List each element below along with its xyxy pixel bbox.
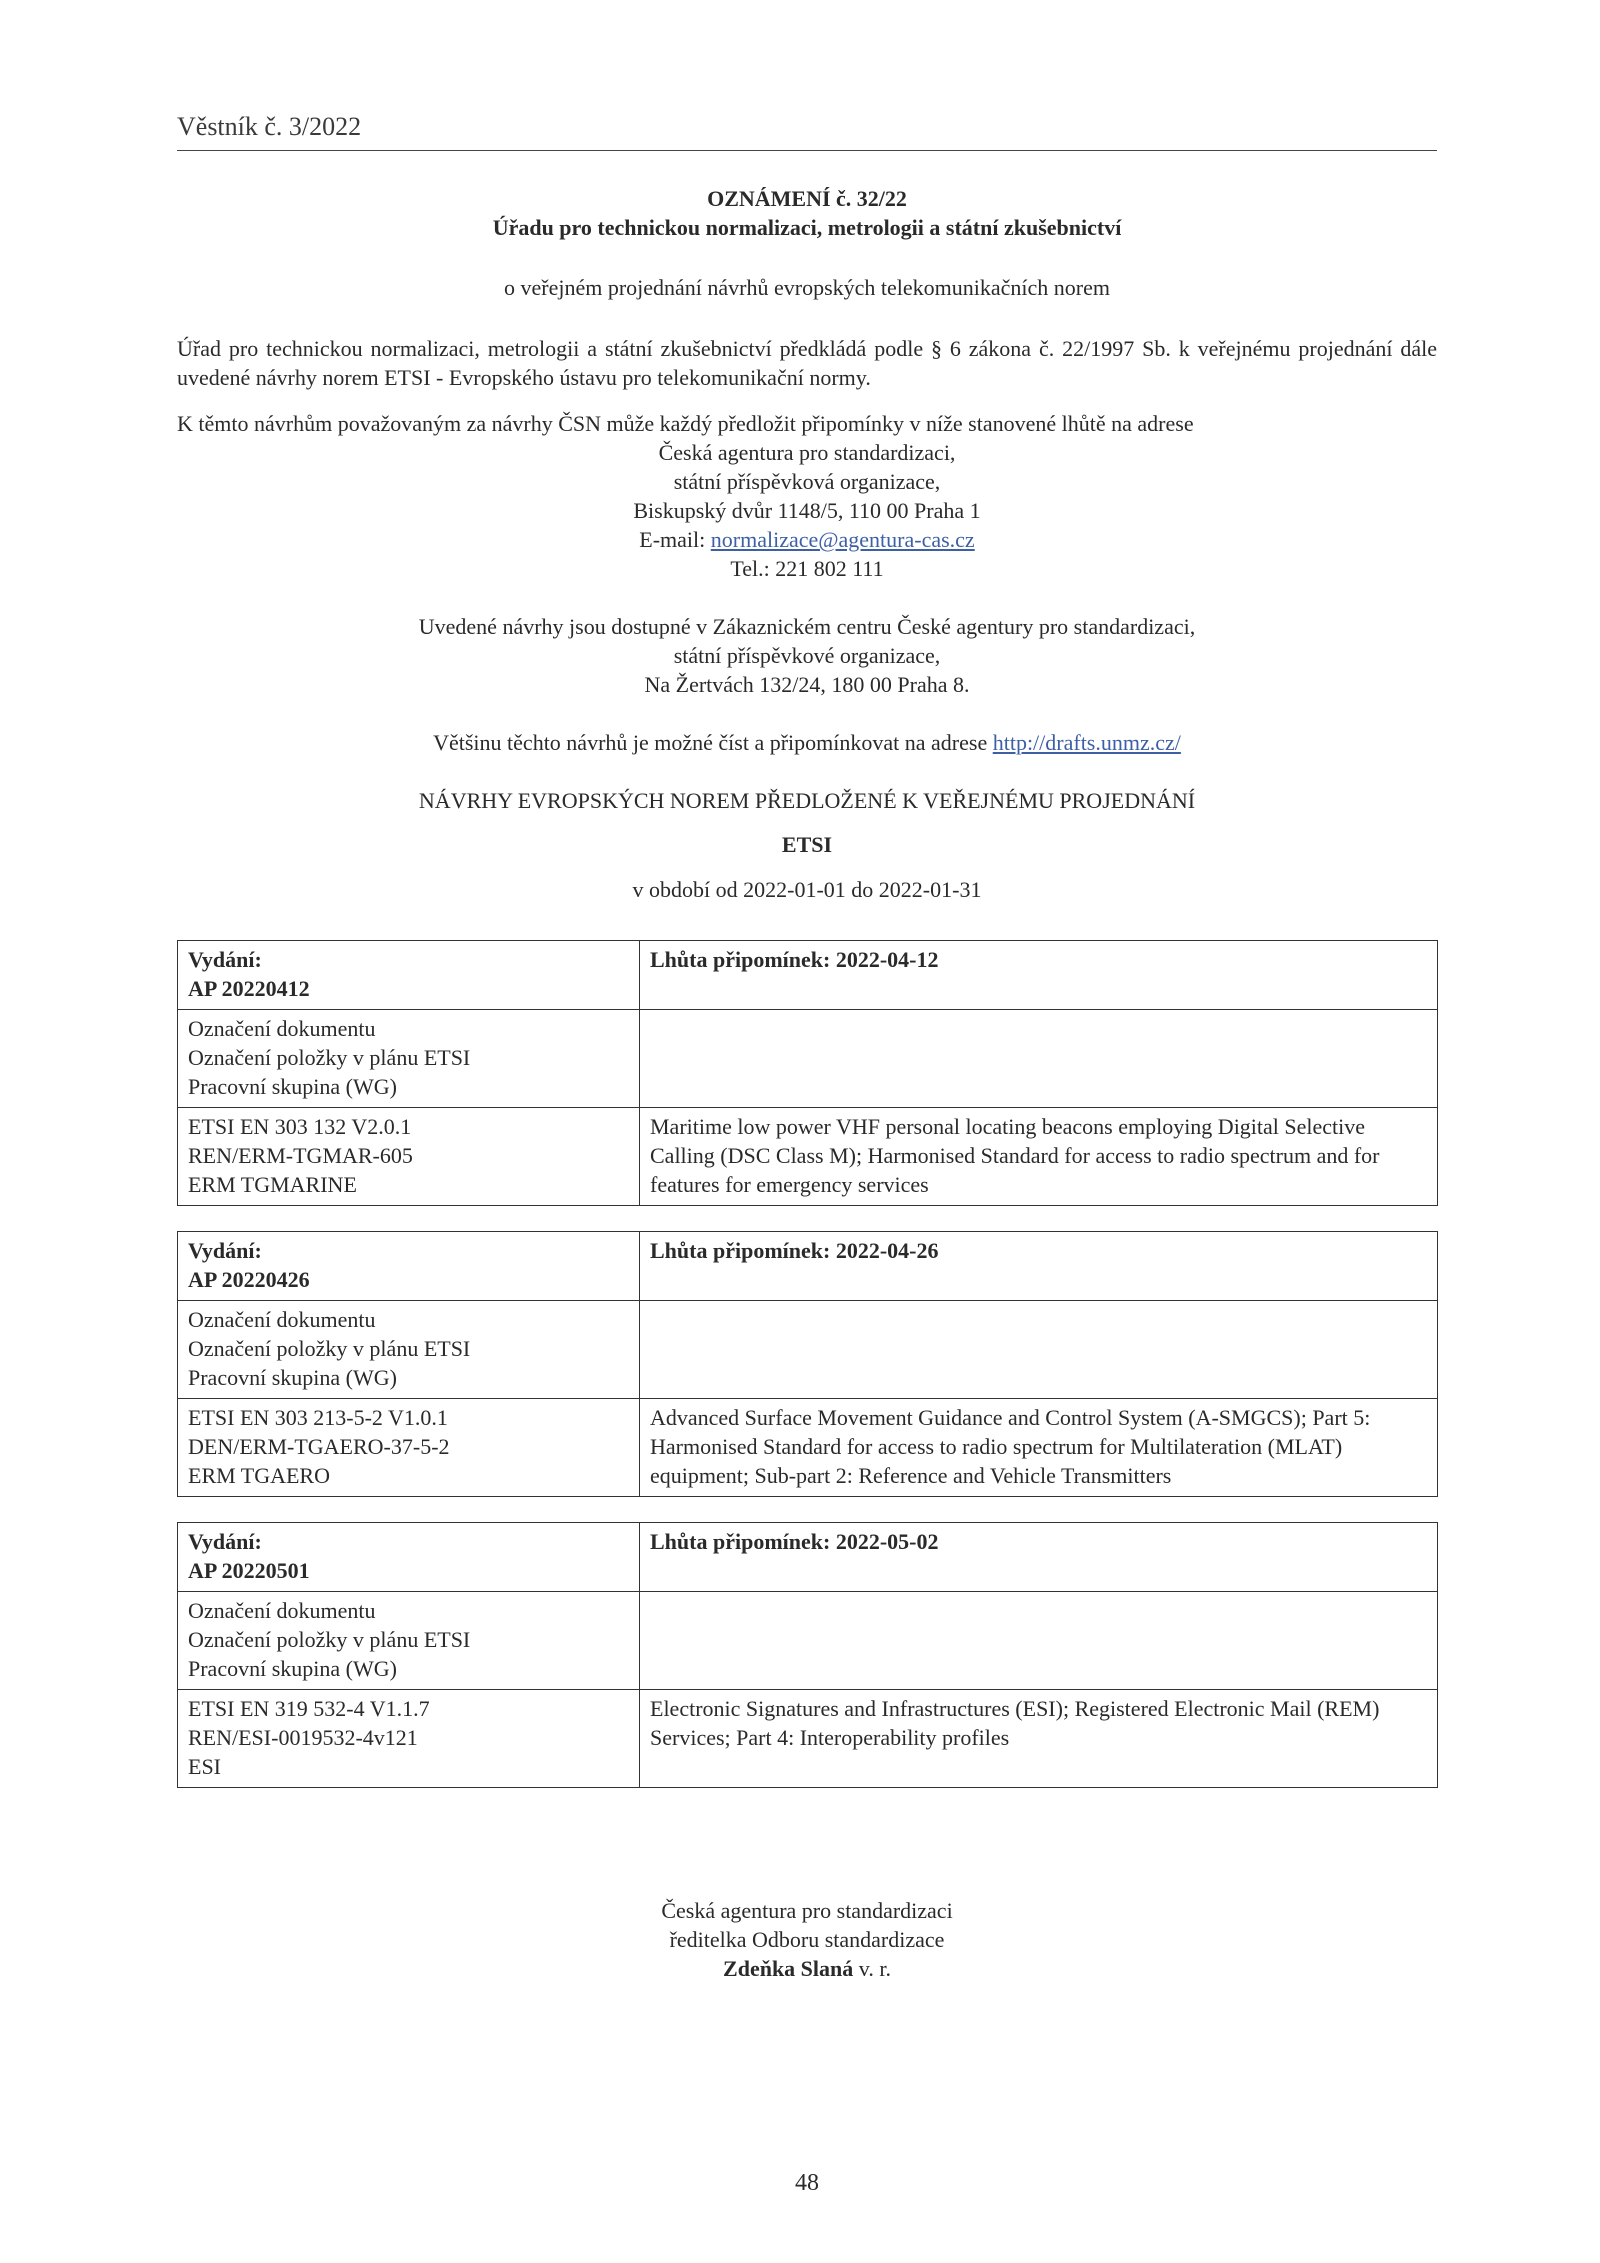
online-line (177, 730, 1437, 756)
field-headers-cell (178, 1301, 640, 1399)
intro-paragraph: Úřad pro technickou normalizaci, metrologii a státní zkušebnictví předkládá podle § 6 zákona č. 22/1997 Sb. k veřejnému projednání dále uvedené návrhy norem ETSI - Evropského ústavu pro telekomunikační normy. (177, 336, 1437, 390)
working-group: ERM TGAERO (188, 1463, 330, 1488)
issue-cell (178, 1232, 640, 1301)
wg-header: Pracovní skupina (WG) (188, 1656, 397, 1681)
comments-intro: K těmto návrhům považovaným za návrhy ČSN může každý předložit připomínky v níže stanovené lhůtě na adrese (177, 411, 1194, 436)
signature-suffix: v. r. (853, 1956, 891, 1981)
plan-item: REN/ERM-TGMAR-605 (188, 1143, 413, 1168)
working-group: ERM TGMARINE (188, 1172, 357, 1197)
issue-number: AP 20220426 (188, 1267, 310, 1292)
issue-cell (178, 1523, 640, 1592)
notice-subject: o veřejném projednání návrhů evropských telekomunikačních norem (503, 275, 1111, 300)
issue-number: AP 20220412 (188, 976, 310, 1001)
journal-header: Věstník č. 3/2022 (177, 112, 1437, 151)
online-text: Většinu těchto návrhů je možné číst a připomínkovat na adrese (433, 730, 993, 755)
notice-authority: Úřadu pro technickou normalizaci, metrologii a státní zkušebnictví (492, 215, 1122, 240)
address-line: Biskupský dvůr 1148/5, 110 00 Praha 1 (633, 498, 981, 523)
deadline-cell: Lhůta připomínek: 2022-04-12 (640, 941, 1438, 1010)
issue-label: Vydání: (188, 947, 262, 972)
signature-name: Zdeňka Slaná (723, 1956, 854, 1981)
doc-id: ETSI EN 303 213-5-2 V1.0.1 (188, 1405, 448, 1430)
signature-name-line (177, 1954, 1437, 1983)
empty-cell (640, 1010, 1438, 1108)
item-header: Označení položky v plánu ETSI (188, 1336, 471, 1361)
issue-number: AP 20220501 (188, 1558, 310, 1583)
signature-role: ředitelka Odboru standardizace (669, 1927, 945, 1952)
wg-header: Pracovní skupina (WG) (188, 1074, 397, 1099)
empty-cell (640, 1301, 1438, 1399)
deadline-cell: Lhůta připomínek: 2022-05-02 (640, 1523, 1438, 1592)
doc-header: Označení dokumentu (188, 1598, 376, 1623)
record-table (177, 1231, 1438, 1497)
availability-line: Na Žertvách 132/24, 180 00 Praha 8. (644, 672, 970, 697)
drafts-link[interactable]: http://drafts.unmz.cz/ (992, 730, 1181, 755)
issue-label: Vydání: (188, 1238, 262, 1263)
section-title: NÁVRHY EVROPSKÝCH NOREM PŘEDLOŽENÉ K VEŘEJNÉMU PROJEDNÁNÍ (418, 788, 1196, 813)
address-line: státní příspěvková organizace, (673, 469, 941, 494)
availability-line: státní příspěvkové organizace, (673, 643, 941, 668)
working-group: ESI (188, 1754, 221, 1779)
empty-cell (640, 1592, 1438, 1690)
item-header: Označení položky v plánu ETSI (188, 1627, 471, 1652)
notice-number: OZNÁMENÍ č. 32/22 (707, 186, 907, 211)
email-line (177, 525, 1437, 554)
field-values-cell (178, 1690, 640, 1788)
period-line: v období od 2022-01-01 do 2022-01-31 (632, 877, 982, 902)
plan-item: REN/ESI-0019532-4v121 (188, 1725, 418, 1750)
address-line: Česká agentura pro standardizaci, (658, 440, 956, 465)
tel-line: Tel.: 221 802 111 (730, 556, 884, 581)
standard-title: Electronic Signatures and Infrastructures (ESI); Registered Electronic Mail (REM) Services; Part 4: Interoperability profiles (640, 1690, 1438, 1788)
record-table (177, 940, 1438, 1206)
standard-title: Maritime low power VHF personal locating beacons employing Digital Selective Calling (DSC Class M); Harmonised Standard for access to radio spectrum and for features for emergency services (640, 1108, 1438, 1206)
issue-cell (178, 941, 640, 1010)
page-number: 48 (795, 2170, 819, 2196)
signature-org: Česká agentura pro standardizaci (661, 1898, 953, 1923)
record-table (177, 1522, 1438, 1788)
issue-label: Vydání: (188, 1529, 262, 1554)
deadline-cell: Lhůta připomínek: 2022-04-26 (640, 1232, 1438, 1301)
item-header: Označení položky v plánu ETSI (188, 1045, 471, 1070)
email-label: E-mail: (639, 527, 711, 552)
availability-line: Uvedené návrhy jsou dostupné v Zákaznickém centru České agentury pro standardizaci, (418, 614, 1196, 639)
signature-block (177, 1896, 1437, 1983)
doc-header: Označení dokumentu (188, 1307, 376, 1332)
address-block (177, 438, 1437, 583)
org-title: ETSI (781, 832, 833, 857)
doc-id: ETSI EN 303 132 V2.0.1 (188, 1114, 412, 1139)
doc-header: Označení dokumentu (188, 1016, 376, 1041)
field-values-cell (178, 1108, 640, 1206)
email-link[interactable]: normalizace@agentura-cas.cz (710, 527, 975, 552)
field-headers-cell (178, 1010, 640, 1108)
doc-id: ETSI EN 319 532-4 V1.1.7 (188, 1696, 430, 1721)
field-values-cell (178, 1399, 640, 1497)
standard-title: Advanced Surface Movement Guidance and Control System (A-SMGCS); Part 5: Harmonised Standard for access to radio spectrum for Multilateration (MLAT) equipment; Sub-part 2: Reference and Vehicle Transmitters (640, 1399, 1438, 1497)
field-headers-cell (178, 1592, 640, 1690)
availability-block (177, 612, 1437, 699)
wg-header: Pracovní skupina (WG) (188, 1365, 397, 1390)
plan-item: DEN/ERM-TGAERO-37-5-2 (188, 1434, 450, 1459)
